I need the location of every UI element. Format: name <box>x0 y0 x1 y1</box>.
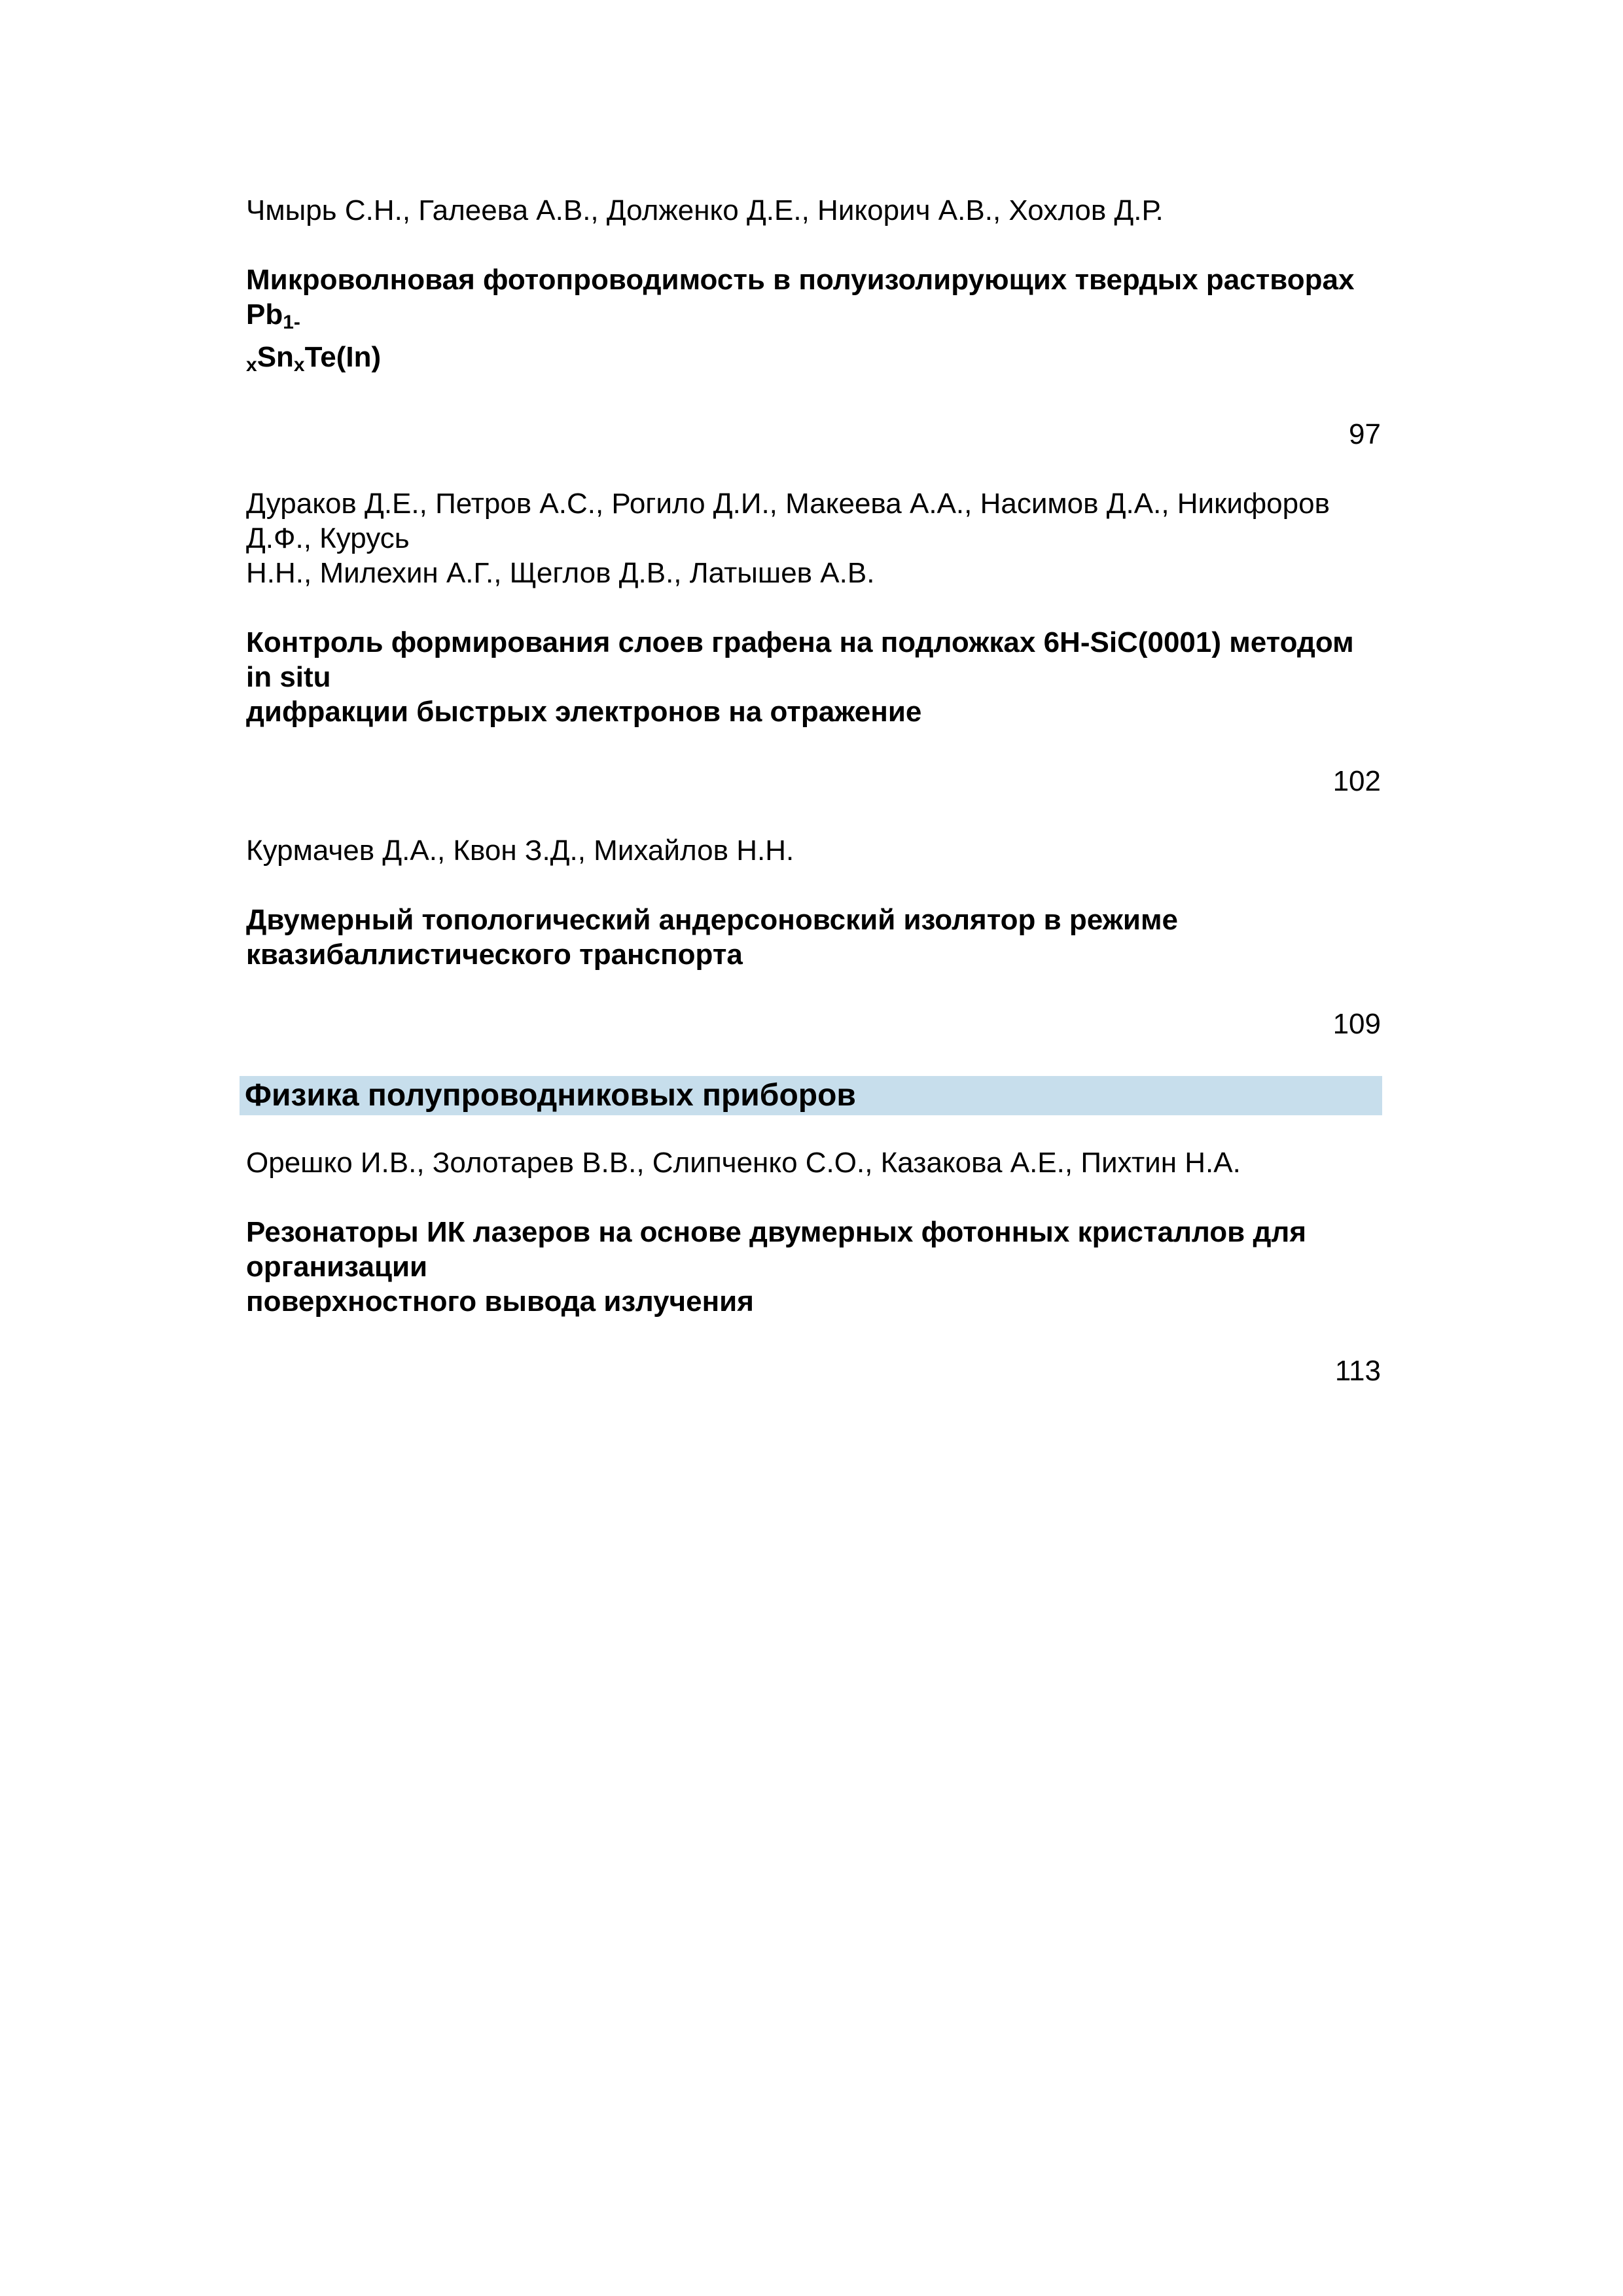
toc-entry <box>246 486 1381 798</box>
title-text: Te(In) <box>304 341 382 373</box>
entry-page-number: 113 <box>1334 1355 1381 1387</box>
entry-page-number: 102 <box>1332 765 1381 797</box>
authors-line: Курмачев Д.А., Квон З.Д., Михайлов Н.Н. <box>246 834 794 867</box>
title-line: Двумерный топологический андерсоновский изолятор в режиме <box>246 904 1178 936</box>
title-line <box>246 262 1381 340</box>
title-line: поверхностного вывода излучения <box>246 1285 754 1318</box>
entry-authors <box>246 193 1381 228</box>
entry-page-number: 97 <box>1349 418 1381 450</box>
section-heading: Физика полупроводниковых приборов <box>240 1076 1382 1115</box>
subscript-text: 1- <box>283 312 300 333</box>
title-line: Резонаторы ИК лазеров на основе двумерных фотонных кристаллов для организации <box>246 1216 1307 1283</box>
authors-line: Дураков Д.Е., Петров А.С., Рогило Д.И., Макеева А.А., Насимов Д.А., Никифоров Д.Ф., Курусь <box>246 488 1330 554</box>
entry-page-number: 109 <box>1332 1008 1381 1040</box>
title-text: Sn <box>257 341 294 373</box>
toc-entry <box>246 193 1381 452</box>
title-line: дифракции быстрых электронов на отражение <box>246 696 922 728</box>
entry-title <box>246 625 1381 729</box>
title-line: квазибаллистического транспорта <box>246 939 743 971</box>
toc-entry <box>246 833 1381 1041</box>
authors-line: Н.Н., Милехин А.Г., Щеглов Д.В., Латышев А.В. <box>246 557 875 589</box>
authors-line: Орешко И.В., Золотарев В.В., Слипченко С.О., Казакова А.Е., Пихтин Н.А. <box>246 1147 1241 1179</box>
title-line: Контроль формирования слоев графена на подложках 6H-SiC(0001) методом in situ <box>246 626 1354 693</box>
entry-title <box>246 262 1381 382</box>
entry-authors <box>246 1145 1381 1180</box>
entry-authors <box>246 833 1381 868</box>
toc-content <box>246 193 1381 1423</box>
entry-title <box>246 903 1381 972</box>
entry-authors <box>246 486 1381 590</box>
title-text: Микроволновая фотопроводимость в полуизолирующих твердых растворах Pb <box>246 264 1355 331</box>
entry-title <box>246 1215 1381 1319</box>
title-line <box>246 340 1381 382</box>
subscript-text: x <box>293 354 305 376</box>
toc-entry <box>246 1145 1381 1388</box>
authors-line: Чмырь С.Н., Галеева А.В., Долженко Д.Е., Никорич А.В., Хохлов Д.Р. <box>246 194 1164 226</box>
subscript-text: x <box>246 354 257 376</box>
